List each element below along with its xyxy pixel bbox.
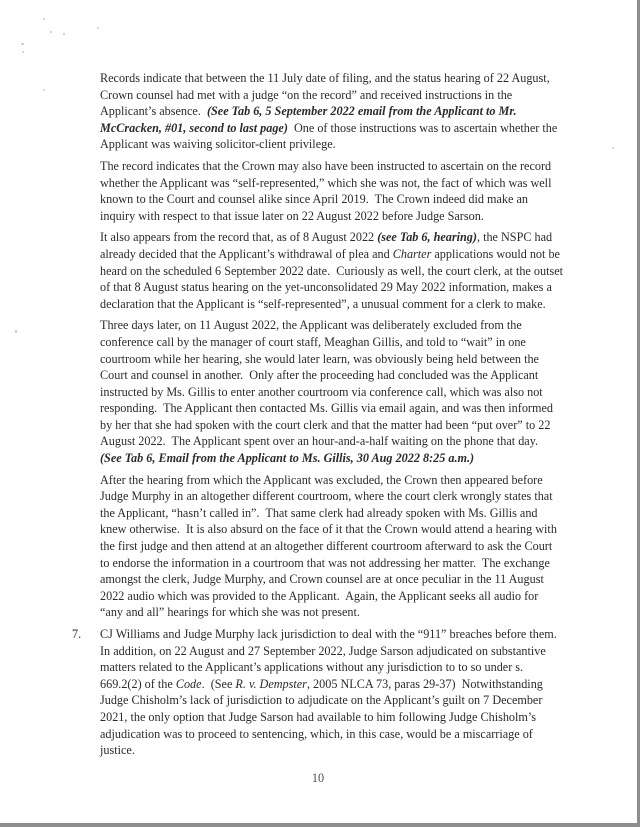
- citation-run: (See Tab 6, 5 September 2022 email from the Applicant to Mr. McCracken, #01, second to last page): [100, 104, 520, 135]
- scan-speck: [22, 51, 24, 53]
- text-run: One of those instructions was to ascertain whether the Applicant was waiving solicitor-client privilege.: [100, 120, 560, 152]
- paragraph-after-the-hearing: [100, 472, 564, 621]
- scan-speck: [612, 147, 614, 149]
- text-run: . (See: [201, 676, 236, 691]
- text-run: , 2005 NLCA 73, paras 29-37) Notwithstanding Judge Chisholm’s lack of jurisdiction to adjudicate on the Applicant’s guilt on 7 December 2021, the only option that Judge Sarson had available to him following Judge Chisholm’s adjudication was to proceed to sentencing, which, in this case, would be a miscarriage of justice.: [100, 676, 546, 758]
- scan-speck: [43, 18, 45, 20]
- text-run: It also appears from the record that, as of 8 August 2022: [100, 230, 378, 245]
- text-run: , the NSPC had already decided that the Applicant’s withdrawal of plea and: [100, 230, 556, 261]
- paragraph-cj-williams: [100, 626, 564, 759]
- scan-speck: [43, 89, 45, 91]
- text-run: CJ Williams and Judge Murphy lack jurisdiction to deal with the “911” breaches before them. In addition, on 22 August and 27 September 2022, Judge Sarson adjudicated on substantive matters related to the Applicant’s applications without any jurisdiction to to so under s. 669.2(2) of the: [100, 627, 563, 691]
- italic-run: Charter: [392, 246, 432, 261]
- italic-run: Code: [175, 676, 202, 691]
- document-body: [72, 70, 567, 764]
- paragraph-it-also-appears: [100, 229, 567, 312]
- case-citation-run: R. v. Dempster: [235, 676, 307, 691]
- numbered-item-7: [72, 626, 564, 759]
- scan-speck: [21, 43, 24, 45]
- text-run: Records indicate that between the 11 July date of filing, and the status hearing of 22 August, Crown counsel had met with a judge “on the record” and received instructions in the Applicant’s absence.: [100, 71, 553, 119]
- paragraph-records-indicate: [100, 70, 564, 153]
- scan-speck: [15, 330, 17, 333]
- text-run: applications would not be heard on the scheduled 6 September 2022 date. Curiously as well, the court clerk, at the outset of that 8 August status hearing on the yet-unconsolidated 29 May 2022 information, makes a declaration that the Applicant is “self-represented”, a unusual comment for a clerk to make.: [100, 246, 567, 311]
- page-number: 10: [311, 771, 325, 785]
- text-run: After the hearing from which the Applicant was excluded, the Crown then appeared before Judge Murphy in an altogether different courtroom, where the court clerk wrongly states that the Applicant, “hasn’t called in”. That same clerk had already spoken with Ms. Gillis and knew otherwise. It is also absurd on the face of it that the Crown would attend a hearing with the first judge and then attend at an altogether different courtroom afterward to ask the Court to endorse the information in a courtroom that was not addressing her matter. The exchange amongst the clerk, Judge Murphy, and Crown counsel are at once peculiar in the 11 August 2022 audio which was provided to the Applicant. Again, the Applicant seeks all audio for “any and all” hearings for which she was not present.: [100, 472, 560, 620]
- text-run: Three days later, on 11 August 2022, the Applicant was deliberately excluded from the conference call by the manager of court staff, Meaghan Gillis, and told to “wait” in one courtroom while her hearing, she would later learn, was obviously being held between the Court and counsel in another. Only after the proceeding had concluded was the Applicant instructed by Ms. Gillis to enter another courtroom via conference call, which was also not responding. The Applicant then contacted Ms. Gillis via email again, and was then informed by her that she had spoken with the court clerk and that the matter had been “put over” to 22 August 2022. The Applicant spent over an hour-and-a-half waiting on the phone that day.: [100, 318, 557, 449]
- paragraph-record-indicates: [100, 158, 564, 224]
- scan-speck: [97, 27, 99, 29]
- scan-edge-bottom: [0, 823, 640, 827]
- citation-run: (see Tab 6, hearing): [377, 230, 477, 245]
- item-number: 7.: [72, 627, 82, 641]
- paragraph-three-days-later: [100, 317, 564, 466]
- citation-run: (See Tab 6, Email from the Applicant to Ms. Gillis, 30 Aug 2022 8:25 a.m.): [100, 451, 475, 466]
- text-run: The record indicates that the Crown may also have been instructed to ascertain on the record whether the Applicant was “self-represented,” which she was not, the fact of which was well known to the Court and counsel alike since April 2019. The Crown indeed did make an inquiry with respect to that issue later on 22 August 2022 before Judge Sarson.: [100, 158, 555, 223]
- scan-speck: [50, 31, 52, 33]
- scan-speck: [63, 33, 65, 35]
